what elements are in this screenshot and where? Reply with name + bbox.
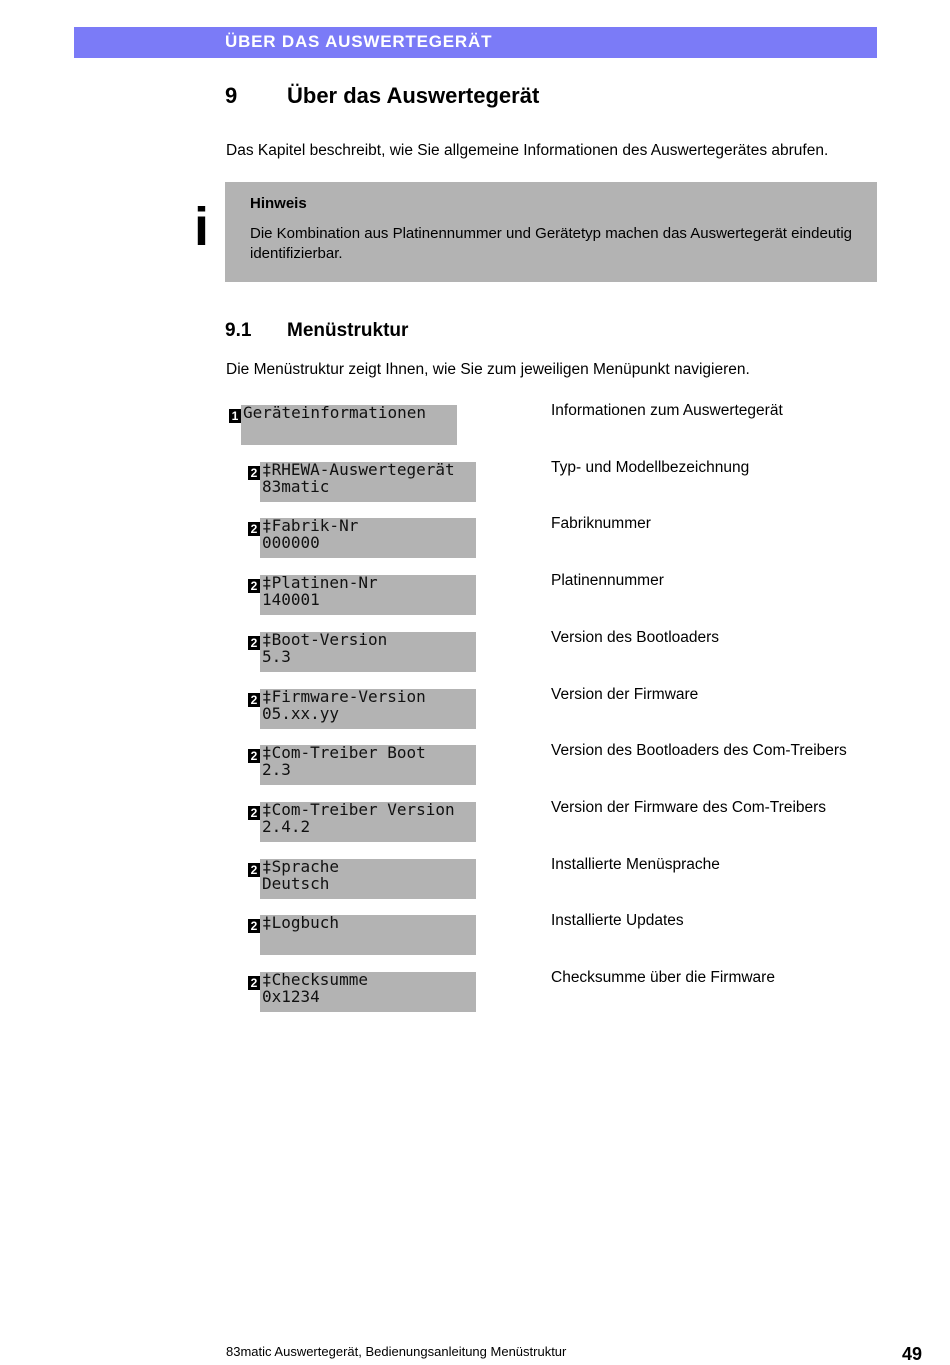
menu-description: Installierte Menüsprache xyxy=(551,856,720,873)
section-number: 9.1 xyxy=(225,320,252,341)
menu-level-badge: 2 xyxy=(248,863,260,877)
lcd-line-2: 000000 xyxy=(262,533,320,552)
menu-description: Version der Firmware xyxy=(551,686,699,703)
menu-level-badge: 2 xyxy=(248,806,260,820)
lcd-display xyxy=(260,632,476,672)
lcd-display xyxy=(260,689,476,729)
chapter-title: Über das Auswertegerät xyxy=(287,83,540,108)
menu-description: Fabriknummer xyxy=(551,515,651,532)
menu-description: Version der Firmware des Com-Treibers xyxy=(551,799,827,816)
lcd-display xyxy=(260,575,476,615)
chapter-intro: Das Kapitel beschreibt, wie Sie allgemeine Informationen des Auswertegerätes abrufen. xyxy=(226,142,829,159)
lcd-display xyxy=(260,859,476,899)
page-number: 49 xyxy=(902,1344,923,1364)
chapter-header-bar xyxy=(74,27,877,58)
lcd-line-1: ‡RHEWA-Auswertegerät xyxy=(262,460,455,479)
lcd-display xyxy=(260,802,476,842)
chapter-header-title: ÜBER DAS AUSWERTEGERÄT xyxy=(225,32,493,51)
menu-level-badge: 2 xyxy=(248,466,260,480)
lcd-line-1: ‡Firmware-Version xyxy=(262,687,426,706)
footer-text: 83matic Auswertegerät, Bedienungsanleitung Menüstruktur xyxy=(226,1344,567,1359)
lcd-line-2: 83matic xyxy=(262,477,330,496)
lcd-display xyxy=(260,745,476,785)
info-icon: i xyxy=(194,197,210,257)
menu-level-badge: 2 xyxy=(248,749,260,763)
lcd-line-2: 0x1234 xyxy=(262,987,320,1006)
menu-description: Version des Bootloaders des Com-Treibers xyxy=(551,742,847,759)
lcd-display xyxy=(260,915,476,955)
note-text: Die Kombination aus Platinennummer und Gerätetyp machen das Auswertegerät eindeutig identifizierbar. xyxy=(250,225,853,262)
chapter-number: 9 xyxy=(225,83,238,108)
lcd-display xyxy=(241,405,457,445)
note-title: Hinweis xyxy=(250,195,307,212)
menu-description: Informationen zum Auswertegerät xyxy=(551,402,783,419)
menu-level-badge: 2 xyxy=(248,636,260,650)
lcd-display xyxy=(260,972,476,1012)
lcd-line-1: Geräteinformationen xyxy=(243,403,427,422)
lcd-line-1: ‡Sprache xyxy=(262,857,340,876)
menu-level-badge: 2 xyxy=(248,522,260,536)
lcd-display xyxy=(260,518,476,558)
section-title: Menüstruktur xyxy=(287,320,409,341)
lcd-line-1: ‡Boot-Version xyxy=(262,630,388,649)
menu-description: Version des Bootloaders xyxy=(551,629,720,646)
menu-description: Installierte Updates xyxy=(551,912,684,929)
lcd-line-1: ‡Checksumme xyxy=(262,970,368,989)
lcd-line-2: 140001 xyxy=(262,590,320,609)
lcd-display xyxy=(260,462,476,502)
menu-level-badge: 2 xyxy=(248,919,260,933)
lcd-line-1: ‡Fabrik-Nr xyxy=(262,516,359,535)
menu-level-badge: 2 xyxy=(248,579,260,593)
menu-description: Checksumme über die Firmware xyxy=(551,969,775,986)
lcd-line-2: 2.3 xyxy=(262,760,291,779)
lcd-line-2: Deutsch xyxy=(262,874,330,893)
menu-description: Typ- und Modellbezeichnung xyxy=(551,459,750,476)
note-box xyxy=(225,182,877,282)
lcd-line-1: ‡Com-Treiber Version xyxy=(262,800,455,819)
menu-level-badge: 2 xyxy=(248,976,260,990)
lcd-line-1: ‡Logbuch xyxy=(262,913,340,932)
lcd-line-2: 05.xx.yy xyxy=(262,704,340,723)
menu-description: Platinennummer xyxy=(551,572,664,589)
lcd-line-2: 5.3 xyxy=(262,647,291,666)
menu-level-badge: 2 xyxy=(248,693,260,707)
section-intro: Die Menüstruktur zeigt Ihnen, wie Sie zum jeweiligen Menüpunkt navigieren. xyxy=(226,361,750,378)
lcd-line-2: 2.4.2 xyxy=(262,817,311,836)
lcd-line-1: ‡Platinen-Nr xyxy=(262,573,378,592)
lcd-line-1: ‡Com-Treiber Boot xyxy=(262,743,426,762)
menu-level-badge: 1 xyxy=(229,409,241,423)
